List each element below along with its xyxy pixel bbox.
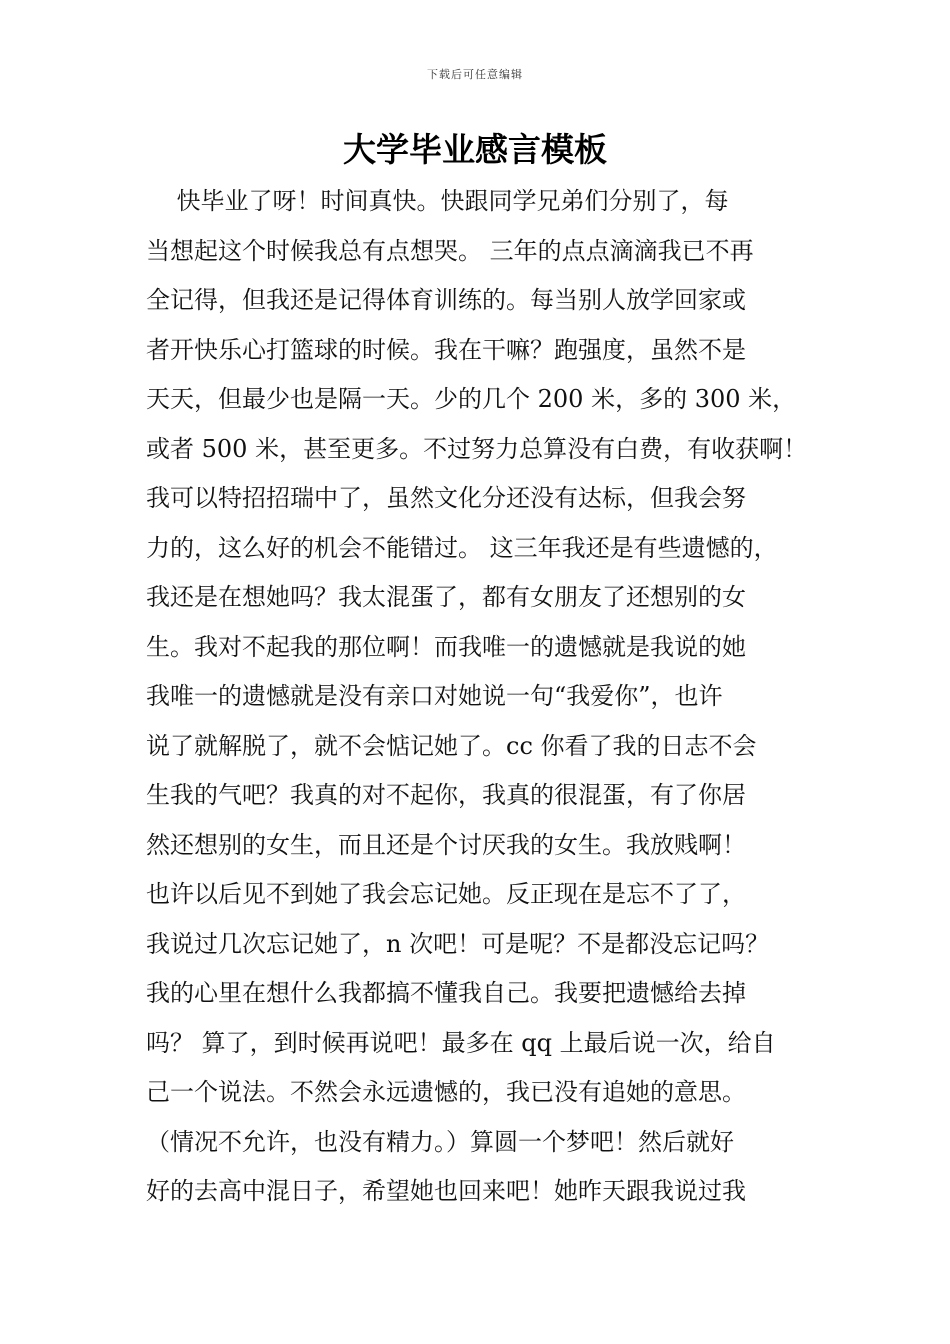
body-line: 说了就解脱了，就不会惦记她了。cc 你看了我的日志不会 (146, 731, 757, 760)
body-line: 我说过几次忘记她了，n 次吧！可是呢？不是都没忘记吗？ (146, 929, 770, 958)
body-line: 吗？ 算了，到时候再说吧！最多在 qq 上最后说一次，给自 (146, 1028, 776, 1057)
body-line: 生我的气吧？我真的对不起你，我真的很混蛋，有了你居 (146, 781, 746, 809)
body-line: 天天，但最少也是隔一天。少的几个 200 米，多的 300 米， (146, 385, 797, 413)
body-line: 我的心里在想什么我都搞不懂我自己。我要把遗憾给去掉 (146, 979, 746, 1007)
document-title: 大学毕业感言模板 (343, 130, 607, 169)
body-line: 我还是在想她吗？我太混蛋了，都有女朋友了还想别的女 (146, 583, 746, 611)
body-line: 全记得，但我还是记得体育训练的。每当别人放学回家或 (146, 286, 746, 314)
body-line: 己一个说法。不然会永远遗憾的，我已没有追她的意思。 (146, 1078, 746, 1106)
body-line: （情况不允许，也没有精力。）算圆一个梦吧！然后就好 (146, 1127, 734, 1156)
body-line: 快毕业了呀！时间真快。快跟同学兄弟们分别了，每 (146, 187, 729, 215)
body-line: 当想起这个时候我总有点想哭。 三年的点点滴滴我已不再 (146, 236, 754, 265)
body-line: 我唯一的遗憾就是没有亲口对她说一句“我爱你”，也许 (146, 682, 723, 710)
body-line: 我可以特招招瑞中了，虽然文化分还没有达标，但我会努 (146, 484, 746, 512)
body-line: 也许以后见不到她了我会忘记她。反正现在是忘不了了， (146, 880, 746, 908)
body-line: 力的，这么好的机会不能错过。 这三年我还是有些遗憾的， (146, 533, 778, 562)
header-note: 下载后可任意编辑 (427, 68, 523, 81)
body-line: 生。我对不起我的那位啊！而我唯一的遗憾就是我说的她 (146, 632, 746, 661)
body-line: 然还想别的女生，而且还是个讨厌我的女生。我放贱啊！ (146, 830, 746, 859)
body-line: 或者 500 米，甚至更多。不过努力总算没有白费，有收获啊！ (146, 434, 808, 463)
body-line: 好的去高中混日子，希望她也回来吧！她昨天跟我说过我 (146, 1177, 746, 1205)
body-line: 者开快乐心打篮球的时候。我在干嘛？跑强度，虽然不是 (146, 335, 746, 364)
body-text (146, 177, 810, 1217)
